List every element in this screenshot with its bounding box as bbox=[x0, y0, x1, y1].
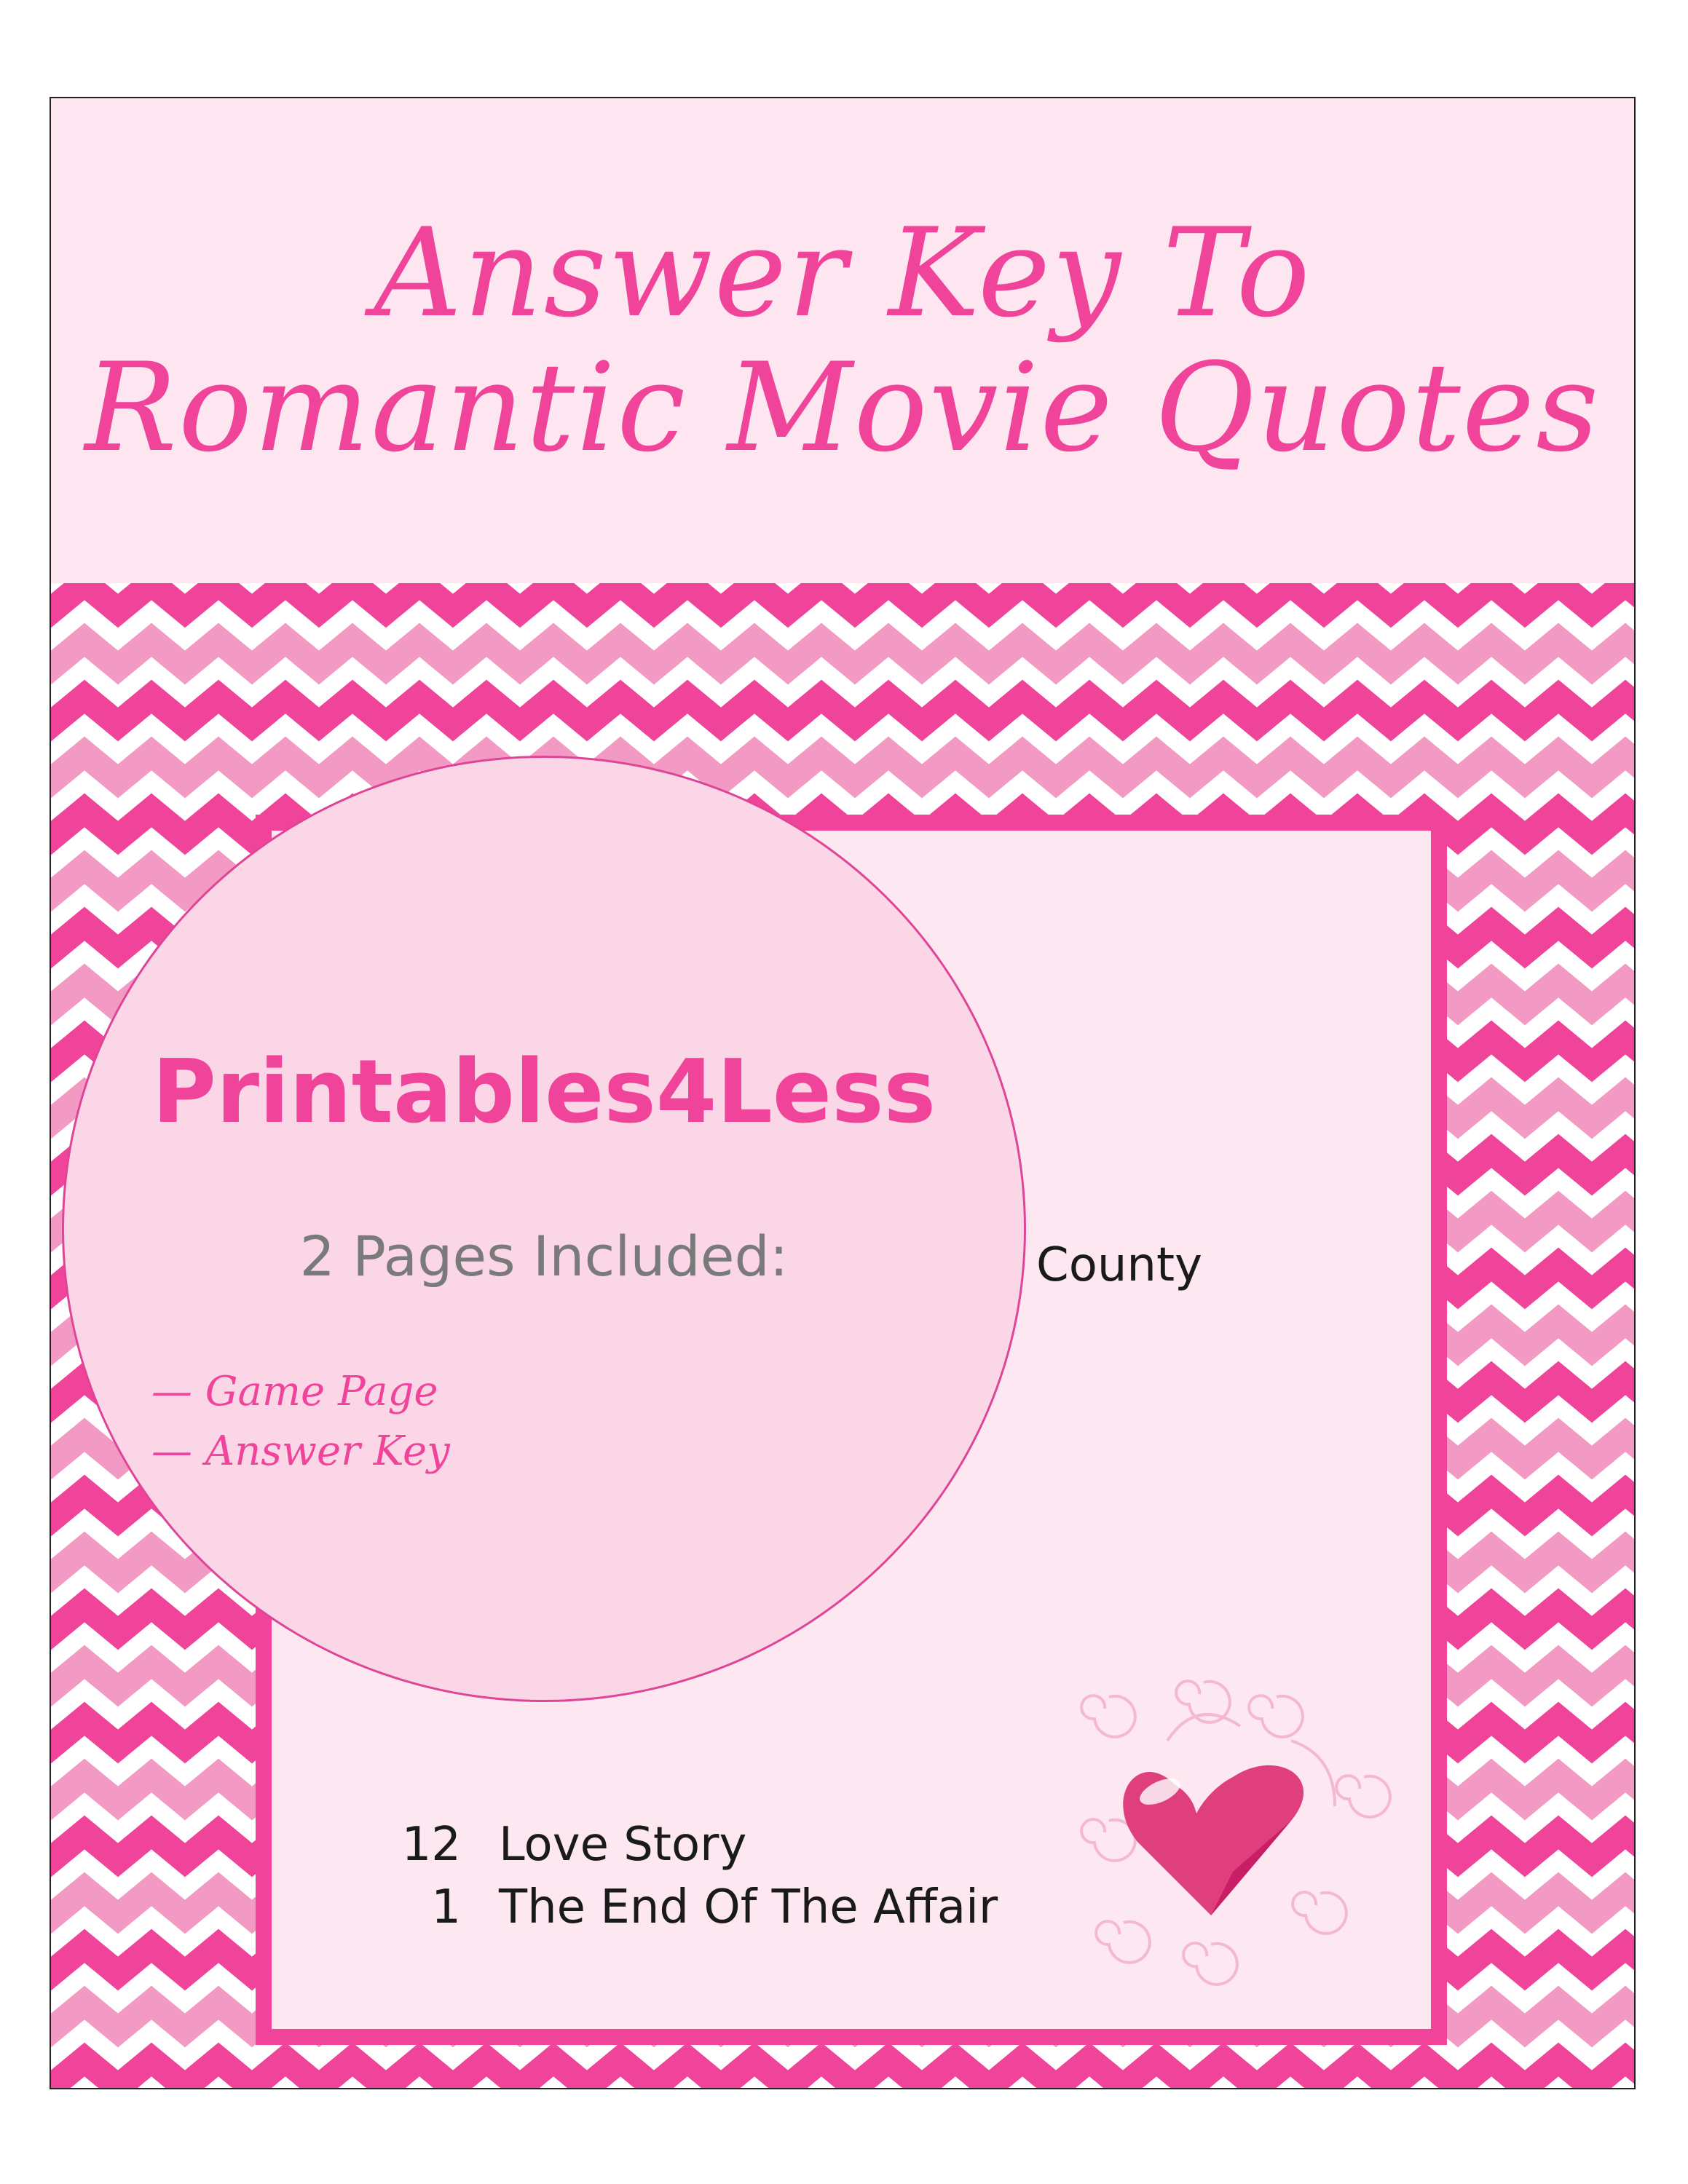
title-line-1: Answer Key To bbox=[374, 202, 1312, 345]
answer-list-bottom bbox=[374, 1813, 998, 1939]
included-item: — Answer Key bbox=[151, 1428, 450, 1475]
answer-number: 1 bbox=[431, 1880, 461, 1934]
included-item: — Game Page bbox=[151, 1368, 438, 1415]
included-pages-list bbox=[151, 1362, 450, 1481]
title-line-2: Romantic Movie Quotes bbox=[84, 336, 1601, 479]
title-header bbox=[51, 98, 1634, 583]
answer-row bbox=[374, 1813, 998, 1876]
pages-included-label: 2 Pages Included: bbox=[299, 1224, 789, 1289]
answer-partial-text: County bbox=[1036, 1238, 1202, 1292]
brand-name: Printables4Less bbox=[151, 1042, 936, 1143]
promo-badge bbox=[62, 756, 1026, 1702]
heart-swirl-icon bbox=[1058, 1653, 1422, 2003]
answer-number: 12 bbox=[401, 1818, 461, 1872]
answer-movie: The End Of The Affair bbox=[499, 1880, 998, 1934]
answer-movie: Love Story bbox=[499, 1818, 747, 1872]
answer-row bbox=[374, 1876, 998, 1939]
